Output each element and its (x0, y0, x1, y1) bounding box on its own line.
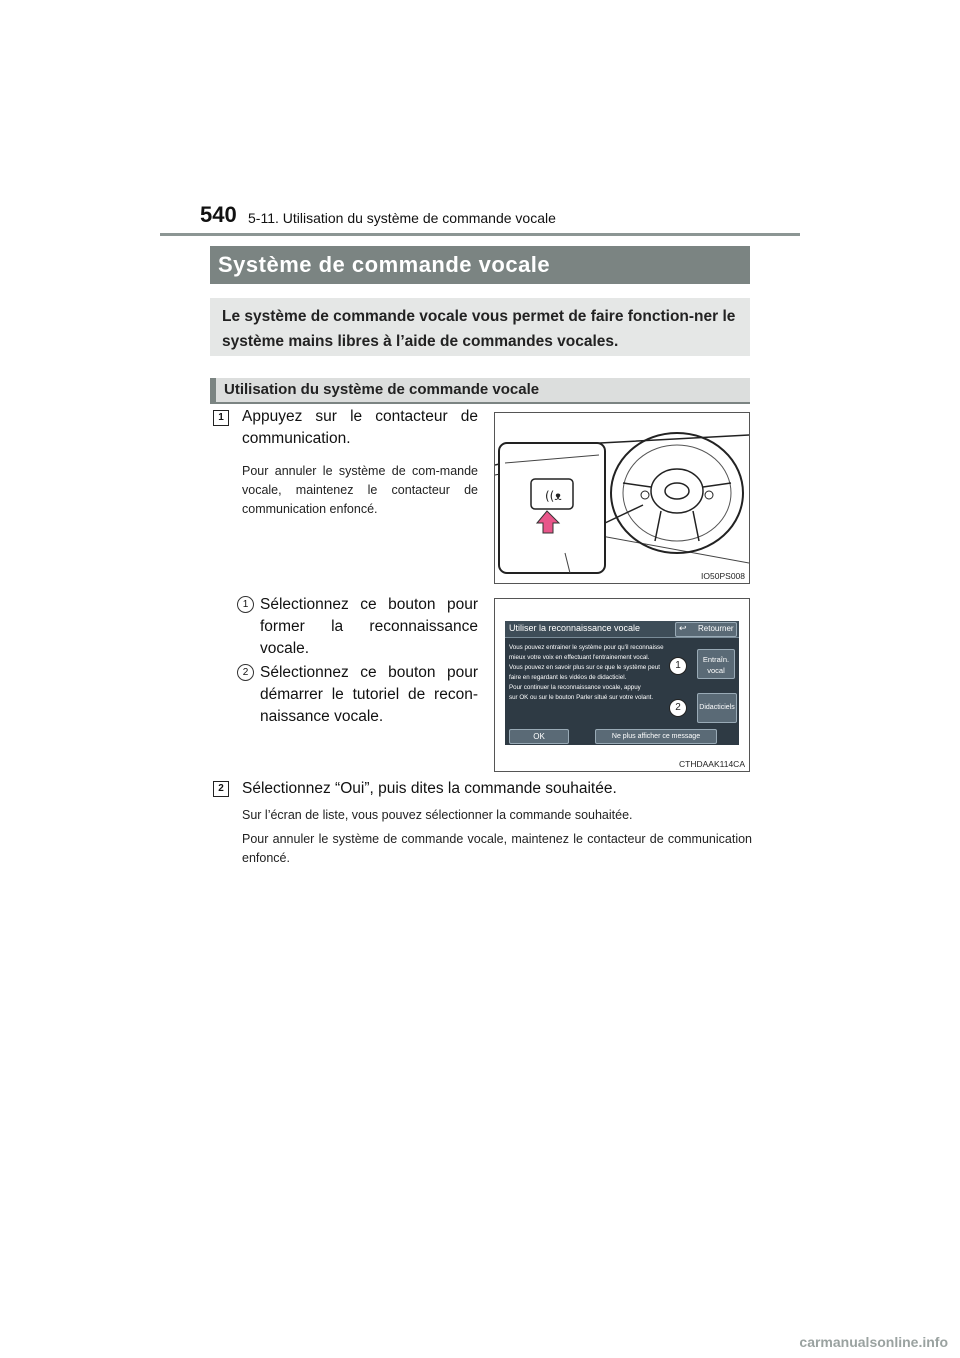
step-1-text: Appuyez sur le contacteur de communication. (242, 408, 478, 447)
step-2-note-1: Sur l’écran de liste, vous pouvez sélectionner la commande souhaitée. (242, 808, 633, 822)
dont-show-again-button[interactable]: Ne plus afficher ce message (595, 729, 717, 744)
page-title: Système de commande vocale (218, 252, 551, 277)
figure-code-1: IO50PS008 (701, 571, 745, 581)
screen-line: Vous pouvez en savoir plus sur ce que le système peut (509, 664, 660, 671)
back-arrow-icon: ↩ (679, 623, 687, 633)
svg-text:((ᴥ: ((ᴥ (545, 489, 562, 503)
ok-button[interactable]: OK (509, 729, 569, 744)
section-heading-text: Utilisation du système de commande vocale (224, 381, 540, 398)
screen-message (509, 643, 669, 703)
callout-number-2: 2 (237, 664, 254, 681)
step-2-note-2: Pour annuler le système de commande vocale, maintenez le contacteur de communication enfoncé. (242, 832, 752, 865)
section-heading-marker (210, 378, 216, 402)
screen-line: faire en regardant les vidéos de didacticiel. (509, 674, 627, 681)
display-screen (505, 621, 739, 745)
section-heading (210, 378, 750, 404)
callout-number-1: 1 (237, 596, 254, 613)
back-button-label: Retourner (698, 624, 734, 633)
screen-line: mieux votre voix en effectuant l'entrainement vocal. (509, 654, 650, 661)
step-2-text: Sélectionnez “Oui”, puis dites la commande souhaitée. (242, 780, 617, 797)
screen-figure (494, 598, 750, 772)
voice-training-label-2: vocal (707, 666, 725, 675)
intro-box (210, 298, 750, 356)
voice-training-label-1: Entraîn. (702, 655, 730, 664)
steering-wheel-illustration (495, 413, 749, 583)
callout-1-text: Sélectionnez ce bouton pour former la reconnaissance vocale. (260, 596, 478, 657)
voice-training-button[interactable] (697, 649, 735, 679)
screen-line: Vous pouvez entrainer le système pour qu'il reconnaisse (509, 644, 664, 651)
header-rule (160, 233, 800, 236)
steering-wheel-figure (494, 412, 750, 584)
screen-line: sur OK ou sur le bouton Parler situé sur votre volant. (509, 694, 654, 701)
intro-text: Le système de commande vocale vous permet de faire fonction-ner le système mains libres à l’aide de commandes vocales. (222, 308, 736, 350)
screen-title-bar (505, 621, 739, 638)
step-1-note: Pour annuler le système de com-mande vocale, maintenez le contacteur de communication enfoncé. (242, 464, 478, 516)
step-number-1: 1 (213, 410, 229, 426)
screen-line: Pour continuer la reconnaissance vocale, appuy (509, 684, 641, 691)
screen-marker-1: 1 (669, 657, 687, 675)
page-number: 540 (200, 202, 237, 227)
step-number-2: 2 (213, 781, 229, 797)
figure-code-2: CTHDAAK114CA (679, 759, 745, 769)
tutorial-button[interactable]: Didacticiels (697, 693, 737, 723)
running-header: 5-11. Utilisation du système de commande vocale (248, 210, 556, 226)
screen-marker-2: 2 (669, 699, 687, 717)
screen-title: Utiliser la reconnaissance vocale (509, 623, 641, 633)
callout-2-text: Sélectionnez ce bouton pour démarrer le tutoriel de recon-naissance vocale. (260, 664, 478, 725)
title-bar (210, 246, 750, 284)
watermark: carmanualsonline.info (799, 1334, 948, 1350)
back-button[interactable] (675, 622, 737, 637)
